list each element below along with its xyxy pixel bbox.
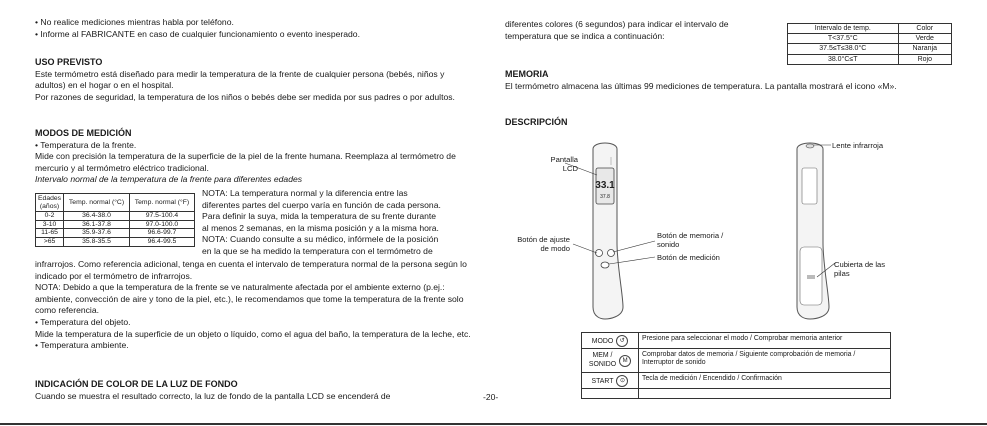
table-cell: Verde (898, 34, 951, 44)
left-column (35, 17, 475, 40)
table-cell: Naranja (898, 44, 951, 54)
modos-paragraph-2: infrarrojos. Como referencia adicional, tenga en cuenta el intervalo de temperatura normal de la persona según lo indicado por el termómetro de infrarrojos. (35, 259, 467, 281)
modos-bullet-ambiente: • Temperatura ambiente. (35, 340, 129, 351)
table-row (788, 54, 952, 64)
label-cubierta-pilas (834, 260, 885, 278)
modos-paragraph-4: Mide la temperatura de la superficie de un objeto o líquido, como el agua del baño, la temperatura de la leche, etc. (35, 328, 471, 339)
table-header: Intervalo de temp. (788, 24, 899, 34)
table-header-row (36, 194, 195, 212)
table-row (36, 220, 195, 229)
heading-color: INDICACIÓN DE COLOR DE LA LUZ DE FONDO (35, 379, 238, 389)
table-cell: 11-65 (36, 229, 64, 238)
label-boton-memoria (657, 231, 723, 249)
table-row (36, 212, 195, 221)
heading-descripcion: DESCRIPCIÓN (505, 117, 568, 127)
device-back (797, 143, 829, 319)
table-header: Temp. normal (°C) (64, 194, 130, 212)
modos-bullet-frente: • Temperatura de la frente. (35, 139, 137, 150)
modos-bullet-objeto: • Temperatura del objeto. (35, 316, 131, 327)
table-row (582, 389, 891, 399)
nota-line: NOTA: La temperatura normal y la diferencia entre las (202, 188, 408, 198)
start-button-icon (601, 262, 609, 268)
modos-paragraph-1: Mide con precisión la temperatura de la superficie de la piel de la frente humana. Reemplaza al termómetro de mercurio y al termómetro eléctrico tradicional. (35, 151, 456, 173)
nota-line: en la que se ha medido la temperatura con el termómetro de (202, 245, 433, 256)
section-uso-previsto (35, 57, 475, 103)
uso-paragraph-2: Por razones de seguridad, la temperatura de los niños o bebés debe ser medida por sus padres o por adultos. (35, 91, 455, 102)
heading-modos: MODOS DE MEDICIÓN (35, 128, 132, 138)
button-name-block (589, 352, 616, 368)
table-cell: 36.1-37.8 (64, 220, 130, 229)
color-paragraph-1: Cuando se muestra el resultado correcto, la luz de fondo de la pantalla LCD se encenderá de (35, 390, 391, 401)
memory-button-icon (608, 250, 615, 257)
section-color (35, 379, 475, 402)
table-cell: 35.9-37.6 (64, 229, 130, 238)
color-table (787, 23, 952, 65)
button-name: MODO (591, 337, 614, 345)
table-row (582, 349, 891, 373)
button-desc: Presione para seleccionar el modo / Comprobar memoria anterior (639, 333, 891, 349)
uso-paragraph-1: Este termómetro está diseñado para medir la temperatura de la frente de cualquier persona (bebés, niños y adultos) en el hogar o en el hospital. (35, 68, 445, 91)
modos-paragraph-3: NOTA: Debido a que la temperatura de la frente se ve naturalmente afectada por el ambiente externo (p.ej.: ambiente, convección de aire y tono de la piel, etc.), le recomendamos que tome la temperatura de la frente solo como referencia. (35, 282, 464, 316)
table-cell: 37.5≤T≤38.0°C (788, 44, 899, 54)
infrared-lens (806, 144, 814, 148)
lcd-small-reading: 37.8 (600, 194, 610, 200)
table-cell-empty (639, 389, 891, 399)
table-cell: Rojo (898, 54, 951, 64)
table-row (36, 237, 195, 246)
label-line: LCD (562, 164, 578, 173)
table-header: Color (898, 24, 951, 34)
table-row (36, 229, 195, 238)
normal-temp-table (35, 193, 195, 247)
mode-icon: ↺ (616, 335, 628, 347)
table-cell: 96.6-99.7 (129, 229, 194, 238)
memory-icon: M (619, 355, 631, 367)
table-row (788, 34, 952, 44)
nota-line: diferentes partes del cuerpo varía en función de cada persona. (202, 199, 441, 210)
page-number: -20- (483, 392, 499, 402)
label-pantalla-lcd (540, 155, 578, 173)
table-header: Edades (años) (36, 194, 64, 212)
table-cell: >65 (36, 237, 64, 246)
table-cell: 35.8-35.5 (64, 237, 130, 246)
memoria-paragraph: El termómetro almacena las últimas 99 mediciones de temperatura. La pantalla mostrará el icono «M». (505, 80, 897, 91)
modos-continued (35, 259, 475, 352)
table-cell: 36.4-38.0 (64, 212, 130, 221)
bullet-telefono: • No realice mediciones mientras habla por teléfono. (35, 17, 234, 27)
table-cell: 3-10 (36, 220, 64, 229)
table-header: Temp. normal (°F) (129, 194, 194, 212)
nota-line: NOTA: Cuando consulte a su médico, infórmele de la posición (202, 234, 439, 245)
buttons-table (581, 332, 891, 399)
label-line: Cubierta de las (834, 260, 886, 269)
table-cell: T<37.5°C (788, 34, 899, 44)
nota-line: al menos 2 semanas, en la misma posición y a la misma hora. (202, 222, 439, 233)
table-cell: 0-2 (36, 212, 64, 221)
table-cell: 97.0-100.0 (129, 220, 194, 229)
section-modos (35, 128, 475, 186)
table-cell: 97.5-100.4 (129, 212, 194, 221)
label-boton-ajuste (506, 235, 570, 253)
bullet-fabricante: • Informe al FABRICANTE en caso de cualquier funcionamiento o evento inesperado. (35, 28, 360, 39)
label-line: sonido (657, 240, 680, 249)
button-cell-mem (582, 349, 639, 373)
label-line: de modo (540, 244, 570, 253)
label-line: Botón de memoria / (657, 231, 724, 240)
heading-uso-previsto: USO PREVISTO (35, 57, 103, 67)
table-cell: 96.4-99.5 (129, 237, 194, 246)
table-row (582, 373, 891, 389)
nota-line: Para definir la suya, mida la temperatura de su frente durante (202, 211, 437, 222)
label-line: Pantalla (550, 155, 578, 164)
label-line: pilas (834, 269, 850, 278)
table-cell-empty (582, 389, 639, 399)
label-boton-medicion: Botón de medición (657, 253, 720, 262)
button-desc: Tecla de medición / Encendido / Confirmación (639, 373, 891, 389)
button-name: START (591, 377, 614, 385)
table-cell: 38.0°C≤T (788, 54, 899, 64)
color-continued: diferentes colores (6 segundos) para indicar el intervalo de temperatura que se indica a continuación: (505, 19, 729, 41)
table-row (582, 333, 891, 349)
section-memoria (505, 69, 955, 92)
nota-block (202, 188, 492, 258)
start-icon: ⊙ (616, 375, 628, 387)
label-line: Botón de ajuste (517, 235, 570, 244)
color-table-header-row (788, 24, 952, 34)
heading-memoria: MEMORIA (505, 69, 549, 79)
device-front (593, 143, 623, 319)
lcd-reading: 33.1 (595, 180, 615, 191)
label-lente-infrarroja: Lente infrarroja (832, 141, 884, 150)
button-desc: Comprobar datos de memoria / Siguiente comprobación de memoria / Interruptor de sonido (639, 349, 891, 373)
table-row (788, 44, 952, 54)
button-cell-modo (582, 333, 639, 349)
bottom-rule (0, 423, 987, 425)
modos-italic-caption: Intervalo normal de la temperatura de la frente para diferentes edades (35, 174, 303, 185)
button-cell-start (582, 373, 639, 389)
button-name: MEM / (592, 352, 613, 360)
button-name: SONIDO (588, 360, 617, 368)
